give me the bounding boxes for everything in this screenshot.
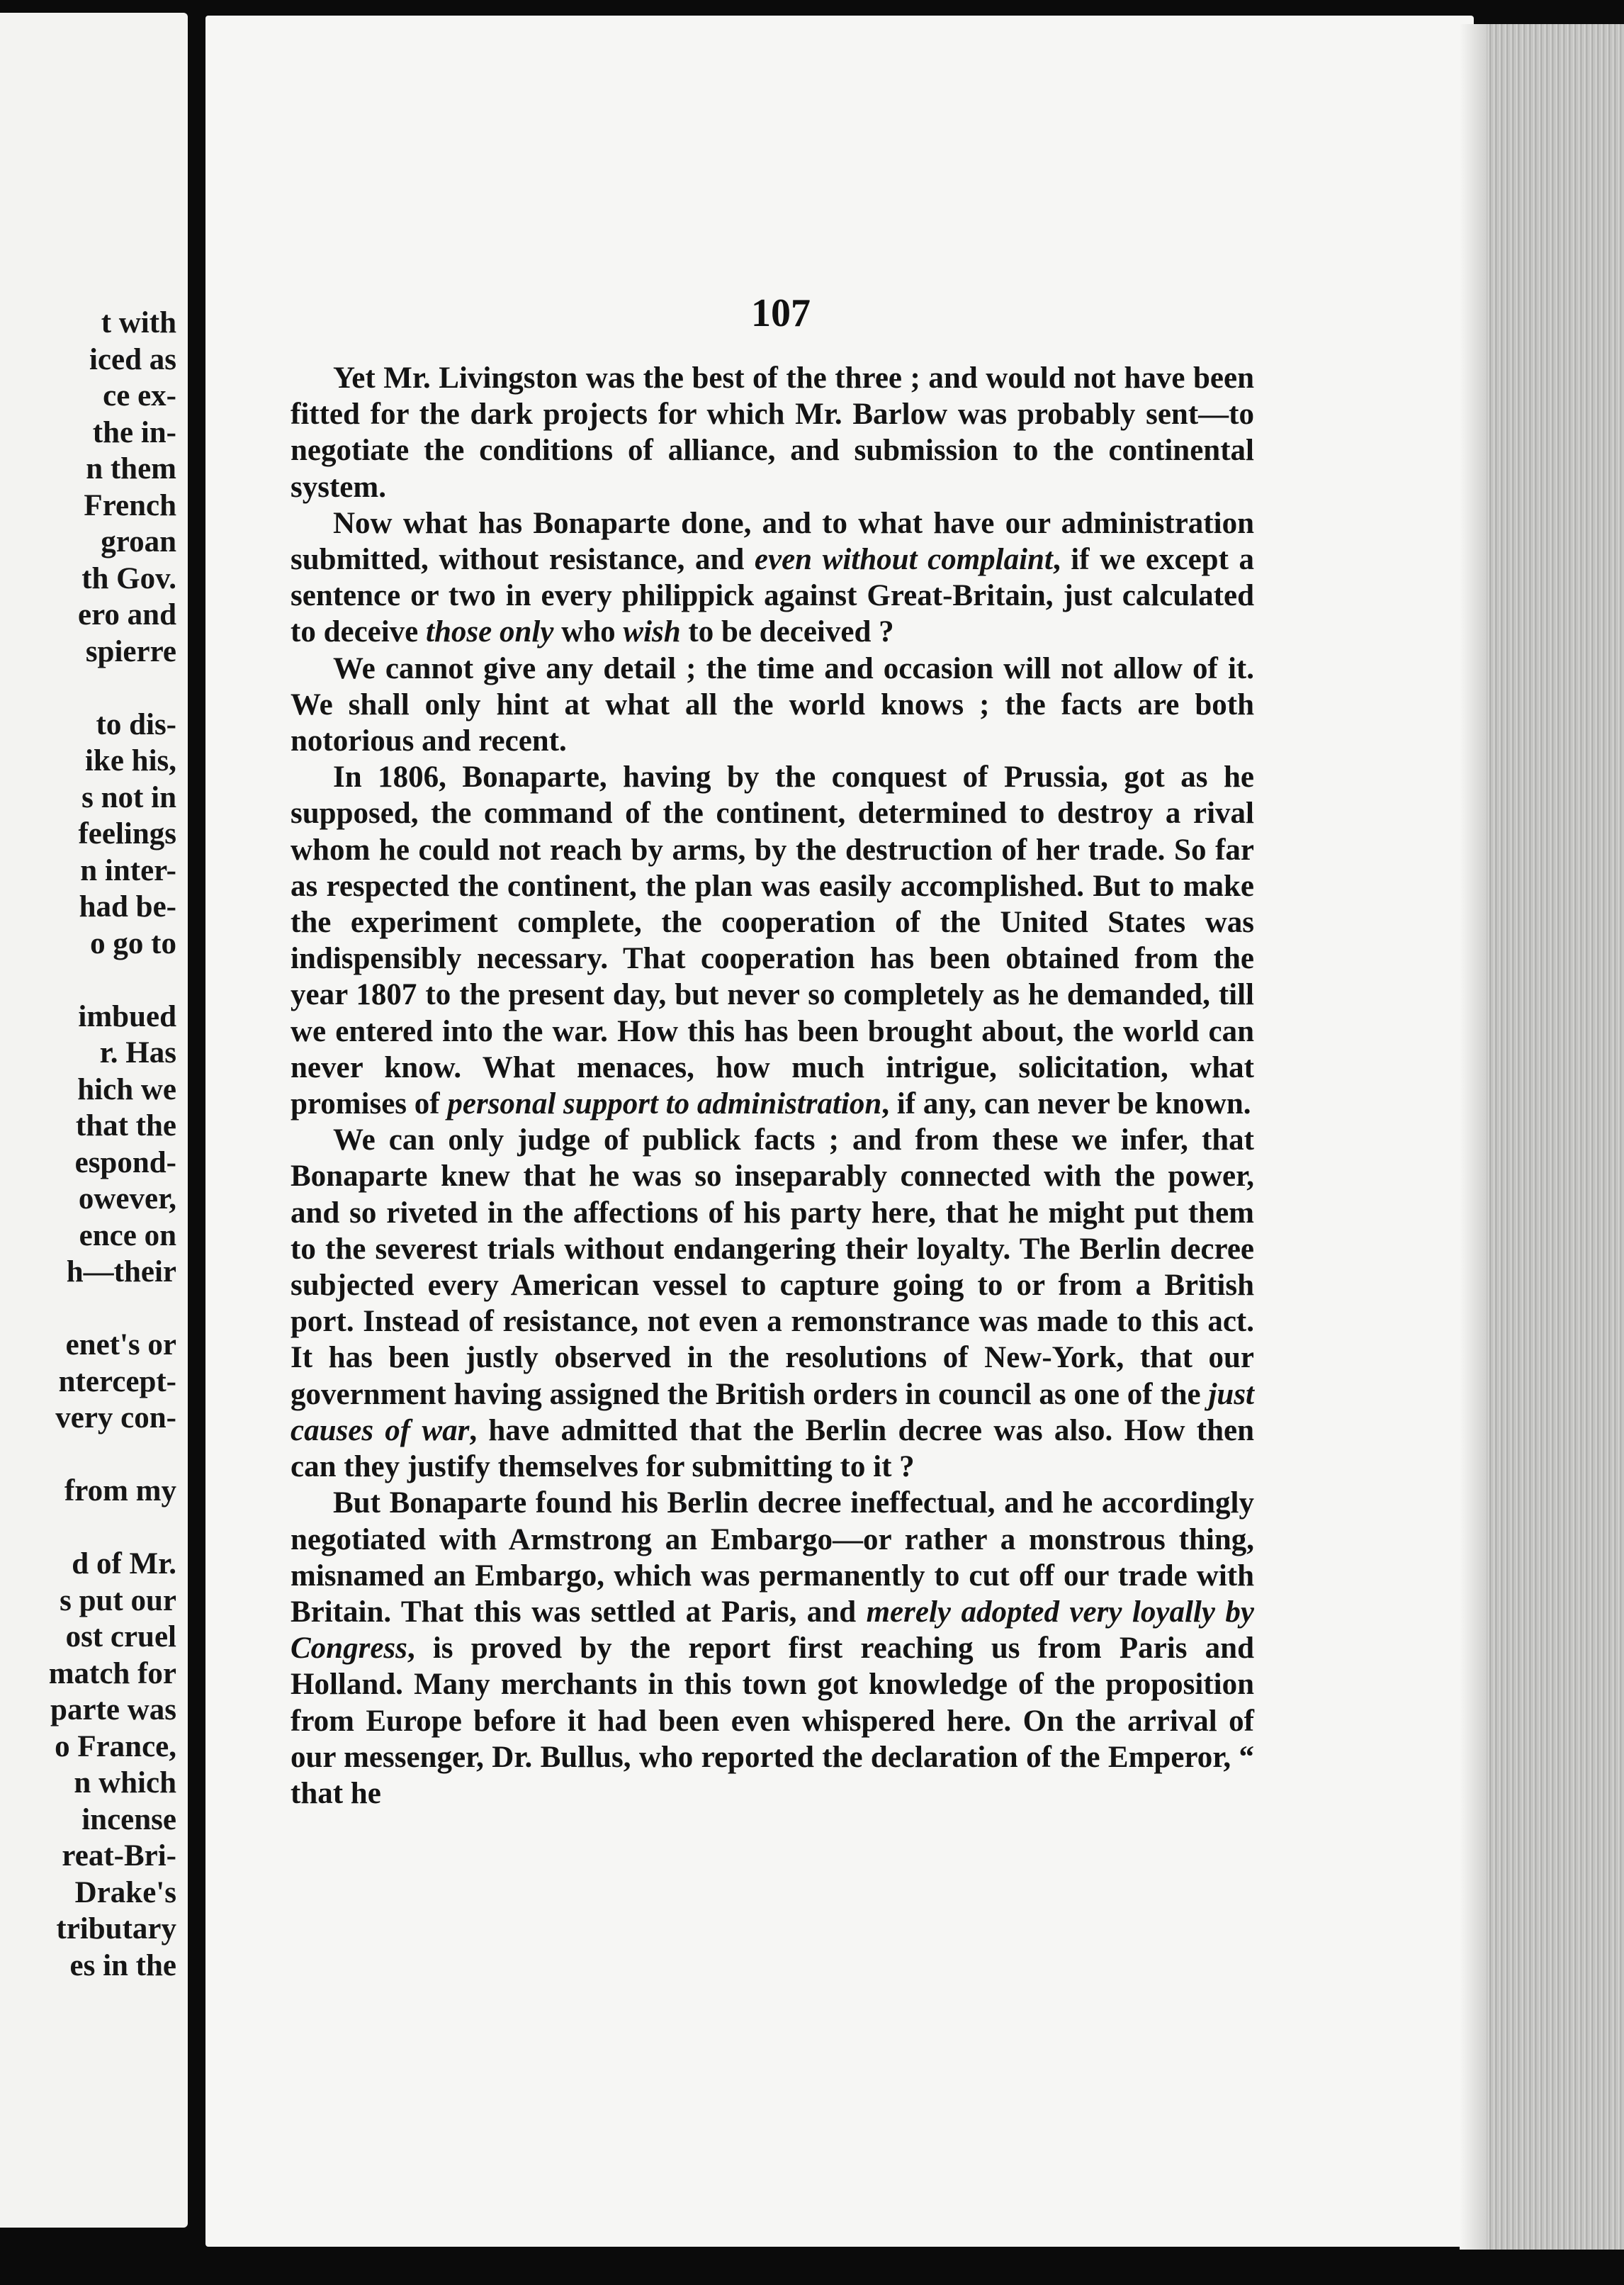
left-page-fragment: h—their: [66, 1255, 176, 1289]
left-page-fragment: ence on: [79, 1218, 176, 1252]
left-page-fragment: imbued: [78, 999, 176, 1033]
text-run: We can only judge of publick facts ; and from these we infer, that Bonaparte knew that he was so inseparably connected with the power, and so riveted in the affections of his party here, that he might put them to the severest trials without endangering their loyalty. The Berlin decree subjected every American vessel to capture going to or from a British port. Instead of resistance, not even a remonstrance was made to this act. It has been justly observed in the resolutions of New-York, that our government having assigned the British orders in council as one of the: [291, 1123, 1254, 1411]
left-page-fragment: ero and: [78, 598, 176, 631]
left-page-fragment: iced as: [89, 342, 176, 376]
left-page-fragment: Drake's: [74, 1875, 176, 1909]
text-run: We cannot give any detail ; the time and occasion will not allow of it. We shall only hint at what all the world knows ; the facts are both notorious and recent.: [291, 651, 1254, 758]
text-run: , if any, can never be known.: [881, 1087, 1251, 1121]
italic-text: even without complaint: [754, 543, 1053, 577]
left-page-fragment: from my: [64, 1474, 176, 1508]
left-page-fragment: incense: [81, 1802, 176, 1836]
left-page-fragment: ike his,: [84, 744, 176, 777]
paragraph: [291, 1122, 1254, 1485]
left-page-fragment: ntercept-: [58, 1364, 176, 1398]
left-page-fragment: r. Has: [99, 1036, 176, 1069]
left-page-fragment: s not in: [81, 780, 176, 814]
left-page-fragment: o go to: [90, 926, 176, 960]
paragraph: [291, 360, 1254, 505]
text-run: who: [553, 615, 624, 649]
text-run: , is proved by the report first reaching us from Paris and Holland. Many merchants in this town got knowledge of the proposition from Europe before it had been even whispered here. On the arrival of our messenger, Dr. Bullus, who reported the declaration of the Emperor, “ that he: [291, 1632, 1254, 1810]
left-page-text-fragments: [0, 305, 176, 1984]
left-page-fragment: reat-Bri-: [62, 1839, 176, 1873]
page-number: 107: [751, 291, 811, 335]
paragraph: [291, 759, 1254, 1122]
left-page-fragment: s put our: [60, 1583, 176, 1617]
text-run: , have admitted that the Berlin decree was also. How then can they justify themselves for submitting to it ?: [291, 1413, 1254, 1484]
italic-text: just causes of war: [291, 1377, 1254, 1447]
left-page-fragment: the in-: [92, 415, 176, 449]
left-page-fragment: n them: [86, 452, 176, 485]
left-page-fragment: d of Mr.: [72, 1547, 176, 1581]
left-page-fragment: th Gov.: [81, 561, 176, 595]
left-page-fragment: [0, 1437, 176, 1473]
left-page: [0, 13, 188, 2228]
left-page-fragment: that the: [75, 1109, 176, 1142]
left-page-fragment: [0, 962, 176, 999]
left-page-fragment: spierre: [85, 634, 176, 668]
italic-text: merely adopted very loyally by Congress: [291, 1595, 1254, 1666]
italic-text: personal support to administration: [447, 1087, 882, 1121]
paragraph: [291, 651, 1254, 760]
left-page-fragment: very con-: [55, 1401, 176, 1435]
left-page-fragment: feelings: [78, 817, 176, 850]
italic-text: wish: [623, 615, 681, 649]
left-page-fragment: [0, 670, 176, 707]
left-page-fragment: owever,: [78, 1182, 176, 1216]
left-page-fragment: to dis-: [96, 707, 176, 741]
left-page-fragment: o France,: [55, 1729, 176, 1763]
left-page-fragment: match for: [48, 1656, 176, 1690]
left-page-fragment: tributary: [56, 1912, 176, 1946]
left-page-fragment: ost cruel: [65, 1620, 176, 1654]
left-page-fragment: enet's or: [65, 1328, 176, 1362]
paragraph: [291, 1485, 1254, 1812]
text-run: to be deceived ?: [680, 615, 894, 649]
page-gutter-shadow: [1460, 24, 1488, 2250]
italic-text: those only: [426, 615, 554, 649]
left-page-fragment: [0, 1291, 176, 1327]
left-page-fragment: had be-: [79, 890, 176, 923]
left-page-fragment: n inter-: [80, 853, 176, 887]
left-page-fragment: parte was: [50, 1693, 176, 1727]
page-body-text: [291, 360, 1254, 1812]
text-run: Yet Mr. Livingston was the best of the three ; and would not have been fitted for the dark projects for which Mr. Barlow was probably sent—to negotiate the conditions of alliance, and submission to the continental system.: [291, 361, 1254, 504]
left-page-fragment: es in the: [69, 1948, 176, 1982]
text-run: But Bonaparte found his Berlin decree ineffectual, and he accordingly negotiated with Armstrong an Embargo—or rather a monstrous thing, misnamed an Embargo, which was permanently to cut off our trade with Britain. That this was settled at Paris, and: [291, 1486, 1254, 1629]
left-page-fragment: n which: [74, 1766, 176, 1800]
text-run: Now what has Bonaparte done, and to what have our administration submitted, without resistance, and: [291, 506, 1254, 577]
text-run: In 1806, Bonaparte, having by the conquest of Prussia, got as he supposed, the command of the continent, determined to destroy a rival whom he could not reach by arms, by the destruction of her trade. So far as respected the continent, the plan was easily accomplished. But to make the experiment complete, the cooperation of the United States was indispensibly necessary. That cooperation has been obtained from the year 1807 to the present day, but never so completely as he demanded, till we entered into the war. How this has been brought about, the world can never know. What menaces, how much intrigue, solicitation, what promises of: [291, 760, 1254, 1121]
left-page-fragment: [0, 1510, 176, 1546]
left-page-fragment: ce ex-: [103, 379, 176, 412]
left-page-fragment: t with: [101, 306, 176, 339]
paragraph: [291, 505, 1254, 651]
left-page-fragment: espond-: [74, 1145, 176, 1179]
text-run: , if we except a sentence or two in every philippick against Great-Britain, just calculated to deceive: [291, 543, 1255, 649]
left-page-fragment: French: [84, 488, 176, 522]
book-page-edges: [1487, 24, 1624, 2250]
left-page-fragment: groan: [101, 525, 176, 558]
left-page-fragment: hich we: [77, 1072, 176, 1106]
